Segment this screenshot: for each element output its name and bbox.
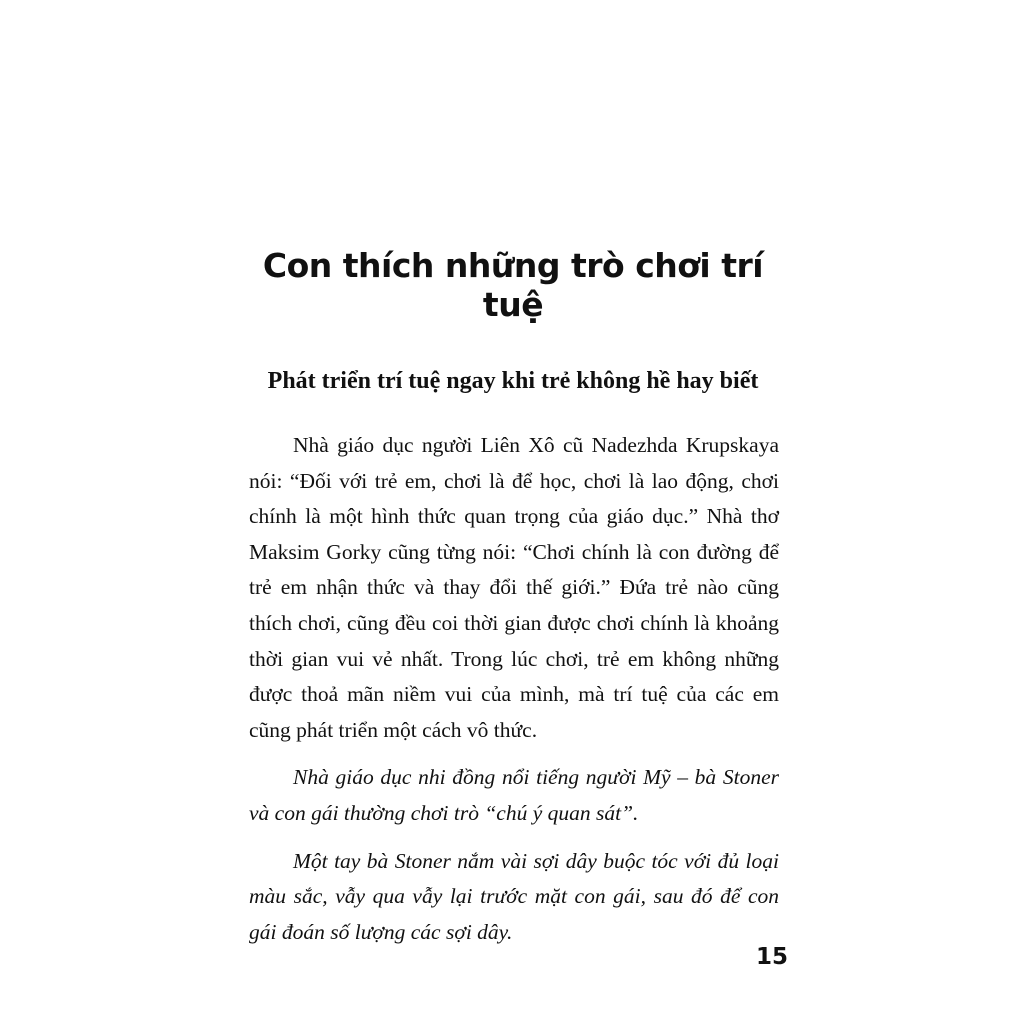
paragraph-2: Nhà giáo dục nhi đồng nổi tiếng người Mỹ – bà Stoner và con gái thường chơi trò “chú ý quan sát”. xyxy=(249,765,779,825)
section-heading: Phát triển trí tuệ ngay khi trẻ không hề hay biết xyxy=(267,368,759,394)
paragraph-3: Một tay bà Stoner nắm vài sợi dây buộc tóc với đủ loại màu sắc, vẫy qua vẫy lại trước mặt con gái, sau đó để con gái đoán số lượng các sợi dây. xyxy=(249,848,779,944)
chapter-title: Con thích những trò chơi trí tuệ xyxy=(262,246,764,324)
paragraph-1: Nhà giáo dục người Liên Xô cũ Nadezhda Krupskaya nói: “Đối với trẻ em, chơi là để học, chơi là lao động, chơi chính là một hình thức quan trọng của giáo dục.” Nhà thơ Maksim Gorky cũng từng nói: “Chơi chính là con đường để trẻ em nhận thức và thay đổi thế giới.” Đứa trẻ nào cũng thích chơi, cũng đều coi thời gian được chơi chính là khoảng thời gian vui vẻ nhất. Trong lúc chơi, trẻ em không những được thoả mãn niềm vui của mình, mà trí tuệ của các em cũng phát triển một cách vô thức. xyxy=(249,433,779,742)
page-number: 15 xyxy=(755,944,788,970)
body-text xyxy=(249,428,779,962)
